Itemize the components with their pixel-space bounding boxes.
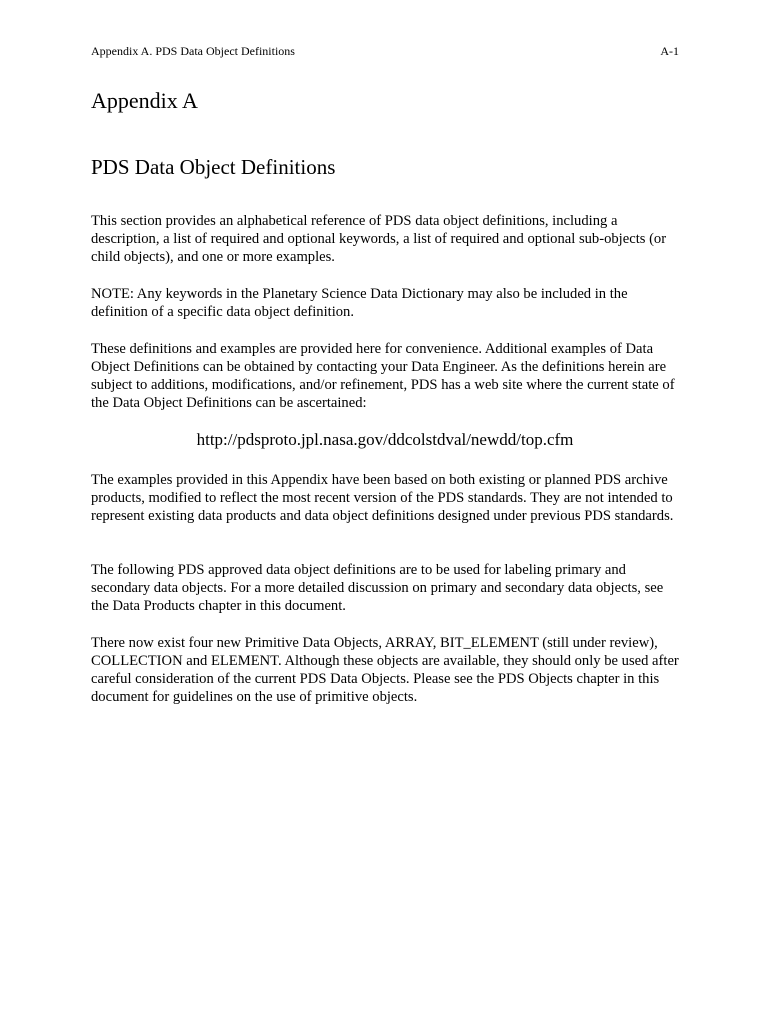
- examples-paragraph: The examples provided in this Appendix have been based on both existing or planned PDS archive products, modified to reflect the most recent version of the PDS standards. They are not intended to represent existing data products and data object definitions designed under previous PDS standards.: [91, 472, 674, 524]
- running-header-title: Appendix A. PDS Data Object Definitions: [91, 44, 295, 58]
- definitions-paragraph: These definitions and examples are provided here for convenience. Additional examples of Data Object Definitions can be obtained by contacting your Data Engineer. As the definitions herein are subject to additions, modifications, and/or refinement, PDS has a web site where the current state of the Data Object Definitions can be ascertained:: [91, 341, 675, 411]
- appendix-title: Appendix A: [91, 88, 198, 113]
- running-header: [91, 44, 679, 58]
- approved-objects-paragraph: The following PDS approved data object definitions are to be used for labeling primary and secondary data objects. For a more detailed discussion on primary and secondary data objects, see the Data Products chapter in this document.: [91, 562, 664, 614]
- intro-paragraph: This section provides an alphabetical reference of PDS data object definitions, including a description, a list of required and optional keywords, a list of required and optional sub-objects (or child objects), and one or more examples.: [91, 213, 667, 265]
- web-site-url: http://pdsproto.jpl.nasa.gov/ddcolstdval/newdd/top.cfm: [196, 430, 574, 449]
- page-number: A-1: [660, 44, 679, 58]
- primitive-objects-paragraph: There now exist four new Primitive Data Objects, ARRAY, BIT_ELEMENT (still under review), COLLECTION and ELEMENT. Although these objects are available, they should only be used after careful consideration of the current PDS Data Objects. Please see the PDS Objects chapter in this document for guidelines on the use of primitive objects.: [91, 635, 679, 705]
- note-paragraph: NOTE: Any keywords in the Planetary Science Data Dictionary may also be included in the definition of a specific data object definition.: [91, 286, 628, 320]
- section-title: PDS Data Object Definitions: [91, 155, 336, 179]
